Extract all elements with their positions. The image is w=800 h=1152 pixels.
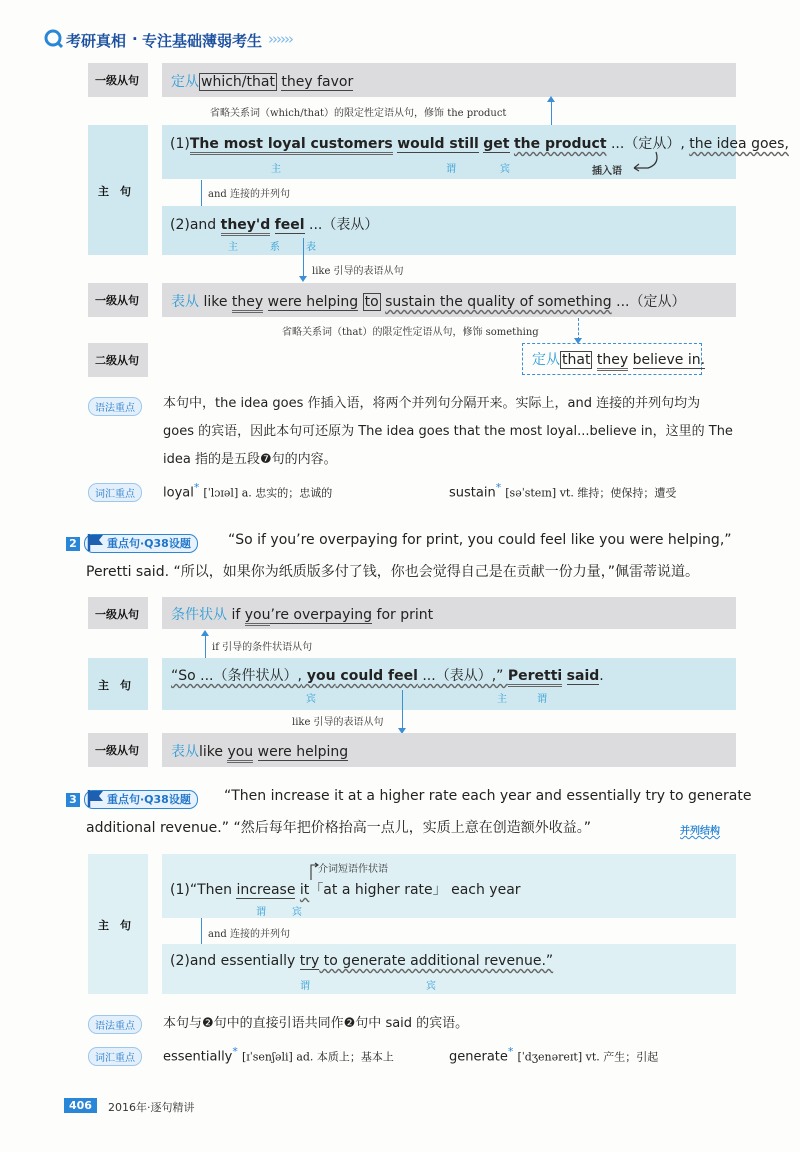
s2-row1-label: 一级从句 (95, 608, 139, 621)
s1-m2-role-zhu: 主 (228, 242, 238, 253)
s1-grammar-line1: 本句中，the idea goes 作插入语，将两个并列句分隔开来。实际上，and 连接的并列句均为 (163, 396, 701, 411)
header-dot: · (132, 30, 138, 48)
s1-arrow-1 (547, 96, 555, 102)
s1-r1-rest: they favor (281, 74, 354, 90)
s1-main2-text (170, 214, 378, 234)
s1-vocab-word2: sustain (449, 485, 496, 501)
s2-r1-if: if (231, 607, 245, 623)
s3-vocab-badge: 词汇重点 (88, 1047, 142, 1066)
s1-r2-like: like (203, 294, 232, 310)
s1-role-bin: 宾 (500, 164, 510, 175)
s1-row2-label: 一级从句 (95, 294, 139, 307)
s1-row3-label: 二级从句 (95, 354, 139, 367)
s3-main2-text (170, 953, 553, 969)
s2-number: 2 (66, 537, 80, 551)
s1-connector-like (303, 238, 304, 276)
s2-row2-label: 一级从句 (95, 744, 139, 757)
s1-r2-to: to (364, 294, 379, 310)
s3-m1-rate: 「at a higher rate」 (309, 882, 447, 898)
s3-prep-note: 介词短语作状语 (318, 864, 388, 875)
s3-and-note: and 连接的并列句 (208, 929, 290, 940)
s1-note2: 省略关系词（that）的限定性定语从句，修饰 something (282, 327, 539, 338)
s2-m-you: you (301, 668, 336, 684)
s3-m2-rest: to generate additional revenue.” (319, 953, 554, 969)
s1-row1-label: 一级从句 (95, 74, 139, 87)
s1-r2-were: were helping (267, 294, 359, 310)
s1-r1-tag: 定从 (171, 74, 199, 90)
s2-main-label: 主 句 (98, 679, 131, 692)
header-chevrons: ›››››› (268, 30, 292, 48)
s1-arrow-like (299, 276, 307, 282)
s1-r2-rest: sustain the quality of something (385, 294, 612, 310)
s2-if-note: if 引导的条件状语从句 (212, 642, 313, 653)
s3-role-bin: 宾 (292, 907, 302, 918)
footer (64, 1097, 364, 1117)
s2-r1-overpaying: ’re overpaying (270, 607, 373, 623)
s2-m-so: “So ...（条件状从）, (171, 668, 302, 684)
s1-m2-role-biao: 表 (306, 242, 316, 253)
s1-row3-text (532, 349, 705, 369)
s1-role-wei: 谓 (446, 164, 456, 175)
s1-note1: 省略关系词（which/that）的限定性定语从句，修饰 the product (210, 108, 507, 119)
s3-vocab-def2: [ˈdʒenəreɪt] vt. 产生；引起 (517, 1050, 659, 1064)
s1-r2-tag: 表从 (171, 294, 199, 310)
s1-vocab-def2: [səˈsteɪn] vt. 维持；使保持；遭受 (505, 486, 677, 500)
s3-grammar-badge: 语法重点 (88, 1015, 142, 1034)
s3-m2-role-bin: 宾 (426, 981, 436, 992)
s1-grammar-line3: idea 指的是五段❼句的内容。 (163, 452, 337, 467)
s2-main-text (171, 665, 604, 685)
s1-like-note: like 引导的表语从句 (312, 266, 404, 277)
s1-main1-text (170, 133, 789, 153)
s2-m-dot: . (599, 668, 604, 684)
s2-m-tail: ...（表从）,” (417, 668, 508, 684)
s2-connector-like (402, 690, 403, 728)
s2-row1-text (171, 604, 433, 624)
s2-r1-you: you (245, 607, 271, 626)
s2-role-wei: 谓 (537, 694, 547, 705)
s1-r3-that: that (562, 352, 591, 368)
s3-m2-num: (2)and essentially (170, 953, 300, 969)
s1-r3-tag: 定从 (532, 352, 560, 368)
s1-grammar-text (163, 390, 743, 474)
s3-flag-icon (86, 788, 106, 808)
s1-r3-they: they (597, 352, 628, 371)
s1-m1-insert: the idea goes, (689, 136, 789, 152)
s3-vocab-word2: generate (449, 1049, 508, 1065)
s2-r2-like: like (199, 744, 228, 760)
s3-main-label: 主 句 (98, 919, 131, 932)
s1-m2-num: (2)and (170, 217, 221, 233)
s3-vocab-line2 (449, 1045, 658, 1064)
s2-r1-tag: 条件状从 (171, 607, 227, 623)
s3-grammar-text: 本句与❷句中的直接引语共同作❷句中 said 的宾语。 (163, 1016, 469, 1031)
s1-vocab-star1: * (193, 481, 200, 494)
s3-main1-text (170, 879, 521, 899)
s1-vocab-line (163, 481, 332, 500)
s3-vocab-line (163, 1045, 394, 1064)
header-subtitle: 专注基础薄弱考生 (142, 32, 263, 50)
s2-english: “So if you’re overpaying for print, you could feel like you were helping,” (228, 532, 732, 548)
s1-insert-note: 插入语 (592, 166, 622, 177)
s1-vocab-word1: loyal (163, 485, 194, 501)
s2-m-could: could feel (335, 668, 418, 684)
s2-role-bin: 宾 (306, 694, 316, 705)
s1-connector-2 (578, 318, 579, 340)
s2-role-zhu: 主 (497, 694, 507, 705)
header (44, 28, 444, 52)
s3-m1-num: (1)“Then (170, 882, 237, 898)
s3-m2-role-wei: 谓 (300, 981, 310, 992)
s2-like-note: like 引导的表语从句 (292, 717, 384, 728)
s1-m2-role-xi: 系 (270, 242, 280, 253)
s3-structure-note: 并列结构 (680, 826, 720, 837)
s3-main2-band (162, 944, 736, 994)
s1-vocab-def1: [ˈlɔɪəl] a. 忠实的；忠诚的 (203, 486, 333, 500)
header-brand: 考研真相 (66, 32, 127, 50)
s2-r2-were: were helping (257, 744, 349, 760)
s3-english: “Then increase it at a higher rate each year and essentially try to generate (224, 788, 752, 804)
s3-m1-increase: increase (236, 882, 296, 898)
s1-m2-feel: feel (274, 217, 305, 233)
s3-vocab-def1: [ɪˈsenʃəli] ad. 本质上；基本上 (241, 1050, 394, 1064)
s1-main-label: 主 句 (98, 185, 131, 198)
s1-grammar-line2: goes 的宾语，因此本句可还原为 The idea goes that the most loyal...believe in，这里的 The (163, 424, 733, 439)
s1-grammar-badge: 语法重点 (88, 397, 142, 416)
s3-vocab-word1: essentially (163, 1049, 233, 1065)
s3-role-wei: 谓 (256, 907, 266, 918)
s3-number: 3 (66, 793, 80, 807)
s1-m1-subject: The most loyal customers (190, 136, 393, 155)
s2-flag-label: 重点句·Q38设题 (84, 534, 198, 553)
s2-r2-tag: 表从 (171, 744, 199, 760)
s2-arrow-if (201, 630, 209, 636)
s3-m1-it: it (299, 882, 310, 898)
s3-vocab-star2: * (507, 1045, 514, 1058)
s1-and-note: and 连接的并列句 (208, 189, 290, 200)
s1-r1-boxed: which/that (201, 74, 275, 90)
footer-title: 2016年·逐句精讲 (108, 1101, 195, 1114)
s1-row1-text (171, 71, 353, 91)
s1-m2-tail: ...（表从） (304, 217, 379, 233)
s1-m1-num: (1) (170, 136, 190, 152)
s1-r2-they: they (232, 294, 263, 313)
s3-flag-label: 重点句·Q38设题 (84, 790, 198, 809)
s1-m1-tail: ...（定从）, (606, 136, 685, 152)
s1-role-zhu: 主 (271, 164, 281, 175)
magnifier-logo-icon (44, 29, 64, 49)
s2-chinese: Peretti said. “所以，如果你为纸质版多付了钱，你也会觉得自己是在贡献一份力量，”佩雷蒂说道。 (86, 564, 699, 580)
s1-insert-arrow-icon (628, 150, 662, 174)
s1-vocab-line2 (449, 481, 676, 500)
s2-r1-rest: for print (372, 607, 434, 623)
s3-english2: additional revenue.” “然后每年把价格抬高一点儿，实质上意在创造额外收益。” (86, 820, 591, 836)
s2-row2-text (171, 741, 348, 761)
s2-m-peretti: Peretti (508, 668, 562, 687)
s1-m1-would: would still (397, 136, 479, 152)
s1-r2-tail: ...（定从） (611, 294, 686, 310)
s1-vocab-badge: 词汇重点 (88, 483, 142, 502)
s2-flag-icon (86, 532, 106, 552)
s3-m2-try: try (299, 953, 320, 969)
s3-m1-rest: each year (446, 882, 521, 898)
s2-m-said: said (566, 668, 600, 684)
s1-vocab-star2: * (495, 481, 502, 494)
s3-connector-and (201, 918, 202, 944)
page-number: 406 (64, 1098, 97, 1113)
s1-row2-text (171, 291, 685, 311)
s1-m1-object: the product (513, 136, 607, 152)
s1-m1-verb: get (483, 136, 510, 152)
s1-connector-and (201, 180, 202, 206)
s1-r3-rest: believe in. (632, 352, 706, 368)
s3-vocab-star1: * (232, 1045, 238, 1058)
s2-r2-you: you (227, 744, 253, 763)
s1-m2-they: they'd (221, 217, 271, 236)
